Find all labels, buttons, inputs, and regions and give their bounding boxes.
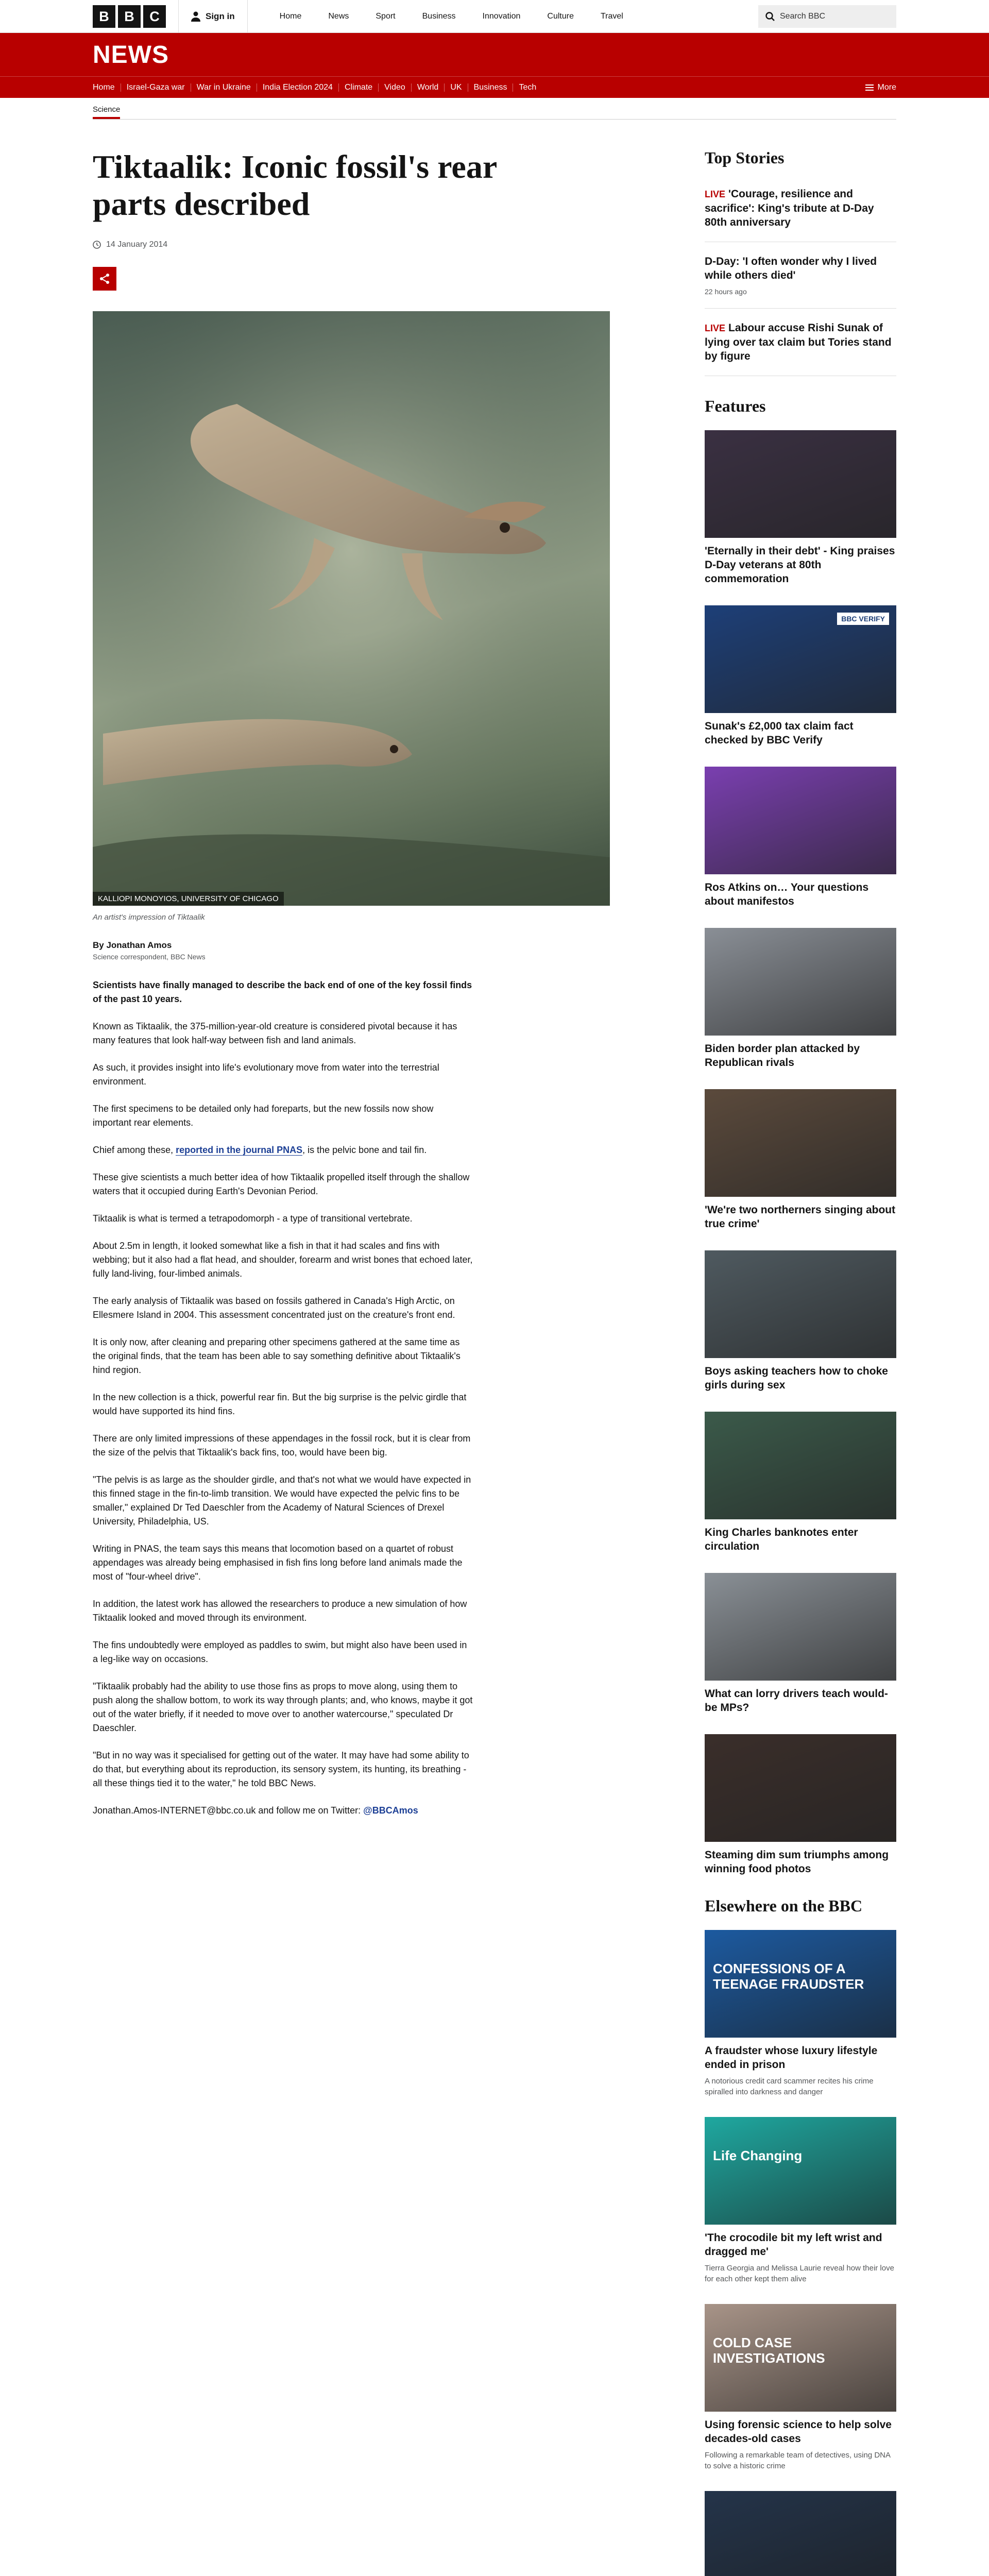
elsewhere-image	[705, 2304, 896, 2412]
logo-letter: B	[93, 5, 115, 28]
feature-image	[705, 430, 896, 538]
paragraph: These give scientists a much better idea of how Tiktaalik propelled itself through the shallow waters that it occupied during Earth's Devonian Period.	[93, 1172, 470, 1196]
more-menu-button[interactable]	[865, 83, 896, 92]
elsewhere-list	[705, 1930, 896, 2576]
paragraph: "Tiktaalik probably had the ability to use those fins as props to move along, using them to push along the shallow bottom, to work its way through plants; and, who knows, maybe it got out of the water briefly, if it needed to move over to another watercourse," speculated Dr Daeschler.	[93, 1681, 473, 1733]
feature-image	[705, 1734, 896, 1842]
feature-card[interactable]	[705, 1573, 896, 1715]
subnav-home[interactable]: Home	[93, 83, 121, 92]
paragraph-text: , is the pelvic bone and tail fin.	[302, 1145, 427, 1155]
top-story-item[interactable]	[705, 182, 896, 242]
feature-image	[705, 1412, 896, 1519]
search-placeholder: Search BBC	[780, 12, 826, 21]
logo-letter: B	[118, 5, 141, 28]
feature-headline: Ros Atkins on… Your questions about manifestos	[705, 882, 869, 907]
elsewhere-headline: Using forensic science to help solve decades-old cases	[705, 2419, 892, 2445]
top-story-headline	[705, 321, 896, 363]
paragraph: As such, it provides insight into life's evolutionary move from water into the terrestrial environment.	[93, 1062, 439, 1087]
nav-home[interactable]: Home	[279, 12, 302, 21]
article-lead: Scientists have finally managed to describe the back end of one of the key fossil finds of the past 10 years.	[93, 980, 472, 1004]
feature-image	[705, 605, 896, 713]
search-icon	[765, 12, 775, 21]
news-banner	[0, 33, 989, 76]
news-subnav	[0, 76, 989, 98]
top-story-title: 'Courage, resilience and sacrifice': King's tribute at D-Day 80th anniversary	[705, 188, 874, 228]
article-date	[93, 240, 610, 249]
sign-in-label: Sign in	[206, 11, 235, 21]
user-icon	[191, 11, 200, 22]
feature-card[interactable]	[705, 430, 896, 586]
feature-headline: What can lorry drivers teach would-be MPs?	[705, 1688, 888, 1714]
paragraph: About 2.5m in length, it looked somewhat like a fish in that it had scales and fins with webbing; but it also had a flat head, and shoulder, forearm and wrist bones that echoed later, fully land-living, four-limbed animals.	[93, 1241, 473, 1279]
paragraph: There are only limited impressions of these appendages in the fossil rock, but it is clear from the size of the pelvis that Tiktaalik's back fins, too, would have been big.	[93, 1433, 471, 1458]
author-role: Science correspondent, BBC News	[93, 953, 206, 961]
live-badge: LIVE	[705, 189, 726, 199]
subnav-video[interactable]: Video	[379, 83, 412, 92]
feature-headline: King Charles banknotes enter circulation	[705, 1527, 858, 1552]
image-caption: An artist's impression of Tiktaalik	[93, 913, 205, 922]
elsewhere-image-title: COLD CASE INVESTIGATIONS	[713, 2335, 825, 2366]
elsewhere-image-title: CONFESSIONS OF A TEENAGE FRAUDSTER	[713, 1961, 864, 1992]
elsewhere-headline: 'The crocodile bit my left wrist and dragged me'	[705, 2232, 882, 2258]
contact-text: Jonathan.Amos-INTERNET@bbc.co.uk and follow me on Twitter:	[93, 1805, 364, 1816]
nav-sport[interactable]: Sport	[376, 12, 396, 21]
nav-culture[interactable]: Culture	[547, 12, 574, 21]
subnav-climate[interactable]: Climate	[339, 83, 379, 92]
elsewhere-summary: Tierra Georgia and Melissa Laurie reveal how their love for each other kept them alive	[705, 2264, 894, 2283]
elsewhere-headline: A fraudster whose luxury lifestyle ended in prison	[705, 2045, 878, 2071]
article-title: Tiktaalik: Iconic fossil's rear parts described	[93, 148, 497, 222]
top-story-headline	[705, 187, 896, 229]
feature-card[interactable]	[705, 1734, 896, 1876]
feature-card[interactable]	[705, 1089, 896, 1231]
contact-paragraph	[93, 1804, 474, 1818]
paragraph: In addition, the latest work has allowed the researchers to produce a new simulation of how Tiktaalik looked and moved through its environment.	[93, 1599, 467, 1623]
paragraph: "The pelvis is as large as the shoulder girdle, and that's not what we would have expected in this finned stage in the fin-to-limb transition. We would have expected the pelvic fins to be smaller," explained Dr Ted Daeschler from the Academy of Natural Sciences of Drexel University, Philadelphia, US.	[93, 1475, 471, 1527]
elsewhere-card[interactable]	[705, 1930, 896, 2097]
feature-card[interactable]	[705, 767, 896, 908]
section-strip	[93, 98, 896, 120]
subnav-business[interactable]: Business	[468, 83, 514, 92]
paragraph: Tiktaalik is what is termed a tetrapodomorph - a type of transitional vertebrate.	[93, 1213, 413, 1224]
more-label: More	[877, 83, 896, 92]
feature-card[interactable]	[705, 1412, 896, 1553]
paragraph: The first specimens to be detailed only had foreparts, but the new fossils now show important rear elements.	[93, 1104, 434, 1128]
feature-card[interactable]	[705, 605, 896, 747]
nav-business[interactable]: Business	[422, 12, 456, 21]
top-story-time: 22 hours ago	[705, 287, 747, 296]
elsewhere-summary: A notorious credit card scammer recites his crime spiralled into darkness and danger	[705, 2077, 874, 2096]
feature-headline: Boys asking teachers how to choke girls during sex	[705, 1365, 888, 1391]
paragraph: In the new collection is a thick, powerful rear fin. But the big surprise is the pelvic girdle that would have supported its hind fins.	[93, 1392, 467, 1416]
subnav-uk[interactable]: UK	[445, 83, 468, 92]
live-badge: LIVE	[705, 323, 726, 333]
paragraph	[93, 1143, 474, 1157]
feature-headline: Sunak's £2,000 tax claim fact checked by BBC Verify	[705, 720, 854, 746]
content-wrap	[93, 120, 896, 2576]
features-list	[705, 430, 896, 1876]
share-icon	[99, 273, 110, 284]
global-nav	[266, 0, 637, 33]
feature-image	[705, 928, 896, 1036]
top-stories-title: Top Stories	[705, 148, 785, 167]
clock-icon	[93, 241, 101, 249]
paragraph: "But in no way was it specialised for getting out of the water. It may have had some ability to do that, but everything about its reproduction, its sensory system, its hunting, its breathing - all these things tied it to the water," he told BBC News.	[93, 1750, 469, 1788]
verify-badge: BBC VERIFY	[837, 613, 889, 625]
elsewhere-card[interactable]	[705, 2117, 896, 2284]
top-story-title: D-Day: 'I often wonder why I lived while others died'	[705, 256, 877, 281]
feature-image	[705, 767, 896, 874]
share-button[interactable]	[93, 267, 116, 291]
elsewhere-summary: Following a remarkable team of detectives, using DNA to solve a historic crime	[705, 2451, 891, 2470]
sign-in-button[interactable]	[178, 0, 248, 33]
top-story-item[interactable]	[705, 316, 896, 376]
news-title[interactable]: NEWS	[93, 41, 169, 69]
feature-headline: Biden border plan attacked by Republican rivals	[705, 1043, 860, 1069]
feature-card[interactable]	[705, 928, 896, 1070]
paragraph: The early analysis of Tiktaalik was based on fossils gathered in Canada's High Arctic, on Ellesmere Island in 2004. This assessment concentrated just on the creature's front end.	[93, 1296, 455, 1320]
feature-headline: Steaming dim sum triumphs among winning food photos	[705, 1849, 889, 1875]
subnav-india-election[interactable]: India Election 2024	[257, 83, 339, 92]
elsewhere-image-title: Life Changing	[713, 2148, 803, 2163]
top-story-headline	[705, 255, 896, 282]
feature-headline: 'Eternally in their debt' - King praises D-Day veterans at 80th commemoration	[705, 545, 895, 585]
elsewhere-image	[705, 2491, 896, 2576]
subnav-israel-gaza[interactable]: Israel-Gaza war	[121, 83, 191, 92]
top-story-item[interactable]	[705, 249, 896, 309]
paragraph: Writing in PNAS, the team says this means that locomotion based on a quartet of robust appendages was already being emphasised in fish fins long before land animals made the most of "four-wheel drive".	[93, 1544, 463, 1582]
sidebar	[705, 120, 896, 2576]
feature-image	[705, 1573, 896, 1681]
author-name: By Jonathan Amos	[93, 940, 172, 950]
elsewhere-card[interactable]	[705, 2304, 896, 2471]
elsewhere-image	[705, 2117, 896, 2225]
feature-image	[705, 1250, 896, 1358]
elsewhere-title: Elsewhere on the BBC	[705, 1896, 863, 1915]
elsewhere-card[interactable]	[705, 2491, 896, 2576]
nav-news[interactable]: News	[328, 12, 349, 21]
top-story-title: Labour accuse Rishi Sunak of lying over tax claim but Tories stand by figure	[705, 322, 892, 362]
paragraph: The fins undoubtedly were employed as paddles to swim, but might also have been used in a leg-like way on occasions.	[93, 1640, 467, 1664]
menu-icon	[865, 84, 874, 91]
pnas-link[interactable]: reported in the journal PNAS	[176, 1145, 303, 1155]
logo-letter: C	[143, 5, 166, 28]
subnav-tech[interactable]: Tech	[519, 83, 537, 92]
search-box[interactable]	[758, 5, 896, 28]
nav-travel[interactable]: Travel	[600, 12, 623, 21]
nav-innovation[interactable]: Innovation	[482, 12, 521, 21]
paragraph: Known as Tiktaalik, the 375-million-year-old creature is considered pivotal because it has many features that look half-way between fish and land animals.	[93, 1021, 457, 1045]
hero-image	[93, 311, 610, 906]
global-header	[0, 0, 989, 33]
feature-card[interactable]	[705, 1250, 896, 1392]
tiktaalik-illustration	[93, 311, 610, 906]
feature-image	[705, 1089, 896, 1197]
elsewhere-image	[705, 1930, 896, 2038]
paragraph: It is only now, after cleaning and preparing other specimens gathered at the same time as the original finds, that the team has been able to say something definitive about Tiktaalik's hind region.	[93, 1337, 461, 1375]
date-text: 14 January 2014	[106, 240, 168, 249]
top-stories-list	[705, 182, 896, 376]
article	[93, 120, 610, 2576]
twitter-link[interactable]: @BBCAmos	[363, 1805, 418, 1816]
subnav-world[interactable]: World	[412, 83, 445, 92]
feature-headline: 'We're two northerners singing about true crime'	[705, 1204, 896, 1230]
bbc-logo[interactable]	[93, 5, 166, 28]
features-title: Features	[705, 397, 766, 415]
paragraph-text: Chief among these,	[93, 1145, 176, 1155]
article-body	[93, 978, 474, 1818]
section-link-science[interactable]: Science	[93, 105, 120, 119]
subnav-ukraine[interactable]: War in Ukraine	[191, 83, 257, 92]
image-credit: KALLIOPI MONOYIOS, UNIVERSITY OF CHICAGO	[93, 892, 284, 906]
